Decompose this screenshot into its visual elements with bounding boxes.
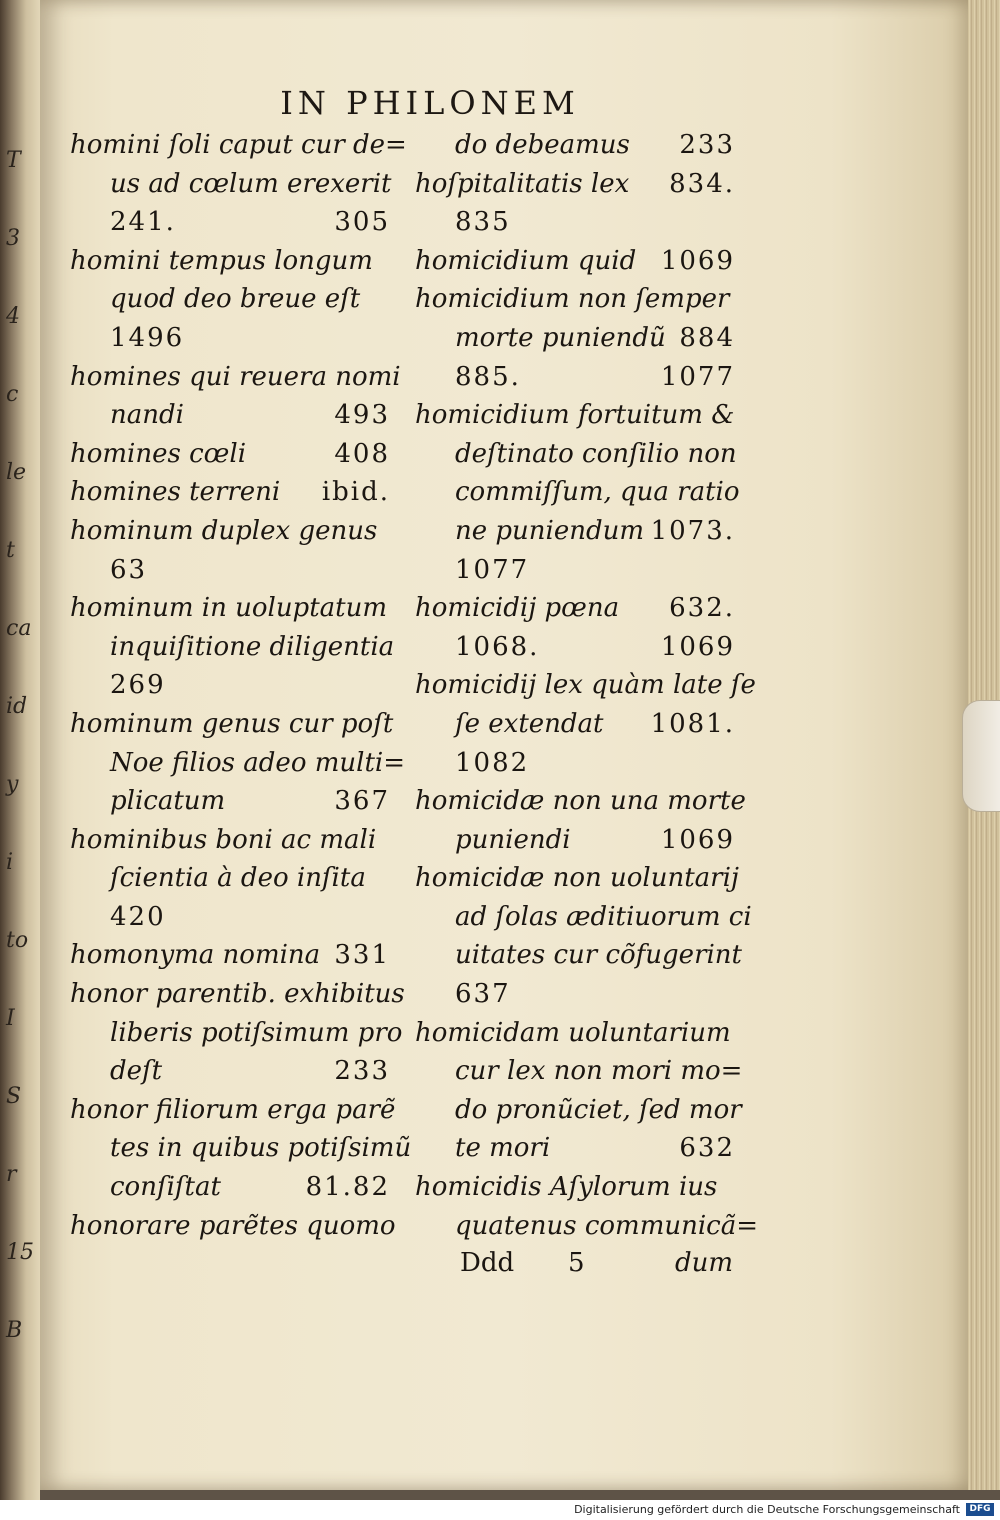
page-reference: 1077 xyxy=(660,361,735,392)
index-line xyxy=(70,1014,403,1053)
index-text: te mori xyxy=(455,1133,551,1164)
index-text: homicidium fortuitum & xyxy=(415,400,735,431)
index-line xyxy=(70,628,400,667)
index-line xyxy=(70,782,400,821)
index-line xyxy=(70,319,400,358)
index-line xyxy=(70,821,400,860)
page-footer xyxy=(460,1248,734,1288)
index-text: homicidis Aſylorum ius xyxy=(415,1172,718,1203)
index-text: inquiſitione diligentia xyxy=(110,631,395,662)
page-reference: 884 xyxy=(679,322,735,353)
page-reference: 408 xyxy=(334,438,390,469)
index-line xyxy=(70,975,405,1014)
previous-page-fragment: I xyxy=(6,1006,15,1031)
previous-page-fragment: y xyxy=(6,772,19,797)
index-line xyxy=(415,744,745,783)
index-text: do debeamus xyxy=(455,130,630,160)
page-reference: 1069 xyxy=(660,824,735,855)
index-line xyxy=(415,165,745,204)
previous-page-fragment: le xyxy=(6,460,27,485)
index-line xyxy=(70,551,400,590)
page-reference: 1073. xyxy=(650,515,735,546)
page-reference: 632 xyxy=(679,1133,735,1164)
index-line xyxy=(70,666,400,705)
index-line xyxy=(70,936,400,975)
index-line xyxy=(70,1207,400,1246)
index-text: homonyma nomina xyxy=(70,940,321,971)
index-text: hominum duplex genus xyxy=(70,515,378,546)
index-line xyxy=(415,1168,745,1207)
index-line xyxy=(70,744,406,783)
index-line xyxy=(415,821,745,860)
index-text: deſtinato conſilio non xyxy=(455,438,737,469)
index-text: hominum in uoluptatum xyxy=(70,593,388,624)
index-text: homines qui reuera nomi xyxy=(70,361,401,392)
signature-mark: Ddd xyxy=(460,1248,515,1278)
index-text: honor parentib. exhibitus xyxy=(70,979,405,1010)
page-reference: 834. xyxy=(669,168,735,199)
index-text: nandi xyxy=(110,400,184,431)
index-line xyxy=(415,782,745,821)
index-line xyxy=(70,1052,400,1091)
index-text: hoſpitalitatis lex xyxy=(415,168,630,199)
page-reference: 1081. xyxy=(650,708,735,739)
index-line xyxy=(415,628,745,667)
index-text: 1082 xyxy=(455,747,530,778)
index-text: uitates cur cõfugerint xyxy=(455,940,743,971)
index-text: ad ſolas æditiuorum ci xyxy=(455,901,752,932)
index-line xyxy=(70,1168,400,1207)
index-text: ne puniendum xyxy=(455,515,645,546)
index-text: hominibus boni ac mali xyxy=(70,824,377,855)
left-index-column xyxy=(70,126,412,1245)
index-text: conſiſtat xyxy=(110,1172,221,1203)
page-reference: 493 xyxy=(334,400,390,431)
index-text: homicidij lex quàm late ſe xyxy=(415,670,756,701)
index-text: 1068. xyxy=(455,631,540,662)
catchword: dum xyxy=(675,1248,734,1278)
index-text: Noe filios adeo multi= xyxy=(110,747,406,778)
index-text: 269 xyxy=(110,670,166,701)
index-text: homicidij pœna xyxy=(415,593,620,624)
page-reference: 305 xyxy=(334,207,390,238)
index-text: homines cœli xyxy=(70,438,247,469)
index-line xyxy=(70,280,400,319)
index-text: liberis potiſsimum pro xyxy=(110,1017,403,1048)
index-text: homicidæ non uoluntarij xyxy=(415,863,739,894)
index-line xyxy=(415,512,745,551)
page-reference: ibid. xyxy=(321,477,390,508)
previous-page-fragment: r xyxy=(6,1162,17,1187)
index-text: 1077 xyxy=(455,554,530,585)
index-line xyxy=(415,435,745,474)
index-line xyxy=(415,859,745,898)
index-line xyxy=(415,1014,745,1053)
index-text: tes in quibus potiſsimũ xyxy=(110,1133,412,1164)
previous-page-fragment: S xyxy=(6,1084,22,1109)
credit-text: Digitalisierung gefördert durch die Deutsche Forschungsgemeinschaft xyxy=(574,1503,960,1516)
previous-page-fragment: to xyxy=(6,928,29,953)
running-header: IN PHILONEM xyxy=(280,84,580,122)
index-text: puniendi xyxy=(455,824,571,855)
index-text: ſcientia à deo inſita xyxy=(110,863,366,894)
index-line xyxy=(70,859,400,898)
credit-bar xyxy=(0,1500,1000,1520)
index-line xyxy=(70,435,400,474)
previous-page-fragment: c xyxy=(6,382,19,407)
index-text: honorare parẽtes quomo xyxy=(70,1210,396,1241)
page-reference: 367 xyxy=(334,786,390,817)
index-line xyxy=(70,126,407,165)
index-text: 885. xyxy=(455,361,521,392)
index-line xyxy=(415,666,756,705)
previous-page-fragment: ca xyxy=(6,616,32,641)
page-reference: 331 xyxy=(334,940,390,971)
previous-page-fragment: t xyxy=(6,538,15,563)
index-text: 420 xyxy=(110,901,166,932)
previous-page-fragment: B xyxy=(6,1318,23,1343)
page-reference: 632. xyxy=(669,593,735,624)
index-text: 1496 xyxy=(110,322,185,353)
index-line xyxy=(70,1129,412,1168)
index-text: quod deo breue eſt xyxy=(110,284,361,315)
index-text: morte puniendũ xyxy=(455,322,666,353)
index-line xyxy=(415,358,745,397)
index-text: 835 xyxy=(455,207,511,238)
index-line xyxy=(415,126,745,165)
index-line xyxy=(70,242,400,281)
signature-number: 5 xyxy=(568,1248,585,1278)
index-text: ſe extendat xyxy=(455,708,604,739)
page-reference: 233 xyxy=(679,130,735,160)
index-text: homicidæ non una morte xyxy=(415,786,746,817)
previous-page-fragment: id xyxy=(6,694,28,719)
index-line xyxy=(415,1052,745,1091)
index-text: plicatum xyxy=(110,786,226,817)
index-line xyxy=(70,512,400,551)
index-text: 637 xyxy=(455,979,511,1010)
index-line xyxy=(415,473,745,512)
index-line xyxy=(415,319,745,358)
previous-page-fragment: 4 xyxy=(6,304,20,329)
previous-page-fragment: 3 xyxy=(6,226,20,251)
index-text: homicidam uoluntarium xyxy=(415,1017,731,1048)
index-line xyxy=(415,589,745,628)
index-line xyxy=(415,705,745,744)
index-line xyxy=(70,203,400,242)
previous-page-edge xyxy=(0,0,40,1500)
index-line xyxy=(70,898,400,937)
index-line xyxy=(70,473,400,512)
dfg-logo: DFG xyxy=(966,1503,994,1516)
index-line xyxy=(415,242,745,281)
index-text: homicidium non ſemper xyxy=(415,284,730,315)
page-tab xyxy=(962,700,1000,812)
previous-page-fragment: i xyxy=(6,850,14,875)
index-line xyxy=(415,396,745,435)
index-line xyxy=(415,975,745,1014)
page-reference: 233 xyxy=(334,1056,390,1087)
index-text: deſt xyxy=(110,1056,163,1087)
index-text: homini tempus longum xyxy=(70,245,373,276)
index-line xyxy=(415,1129,745,1168)
page-reference: 1069 xyxy=(660,631,735,662)
index-text: commiſſum, qua ratio xyxy=(455,477,740,508)
index-line xyxy=(415,1207,758,1246)
index-line xyxy=(70,396,400,435)
index-text: homines terreni xyxy=(70,477,281,508)
index-text: 241. xyxy=(110,207,176,238)
page-reference: 81.82 xyxy=(305,1172,390,1203)
index-line xyxy=(415,936,745,975)
index-line xyxy=(70,705,400,744)
right-index-column xyxy=(415,126,758,1245)
index-text: homini ſoli caput cur de= xyxy=(70,130,407,160)
index-text: hominum genus cur poſt xyxy=(70,708,394,739)
previous-page-fragment: 15 xyxy=(6,1240,34,1265)
index-text: honor filiorum erga parẽ xyxy=(70,1094,396,1125)
page-reference: 1069 xyxy=(660,245,735,276)
index-line xyxy=(70,1091,400,1130)
index-line xyxy=(70,358,400,397)
index-line xyxy=(415,551,745,590)
index-line xyxy=(415,203,745,242)
index-text: 63 xyxy=(110,554,148,585)
index-text: homicidium quid xyxy=(415,245,637,276)
index-text: us ad cœlum erexerit xyxy=(110,168,392,199)
index-line xyxy=(415,280,745,319)
index-line xyxy=(415,1091,745,1130)
index-text: cur lex non mori mo= xyxy=(455,1056,743,1087)
index-text: do pronũciet, ſed mor xyxy=(455,1094,742,1125)
index-text: quatenus communicã= xyxy=(455,1210,758,1241)
index-line xyxy=(70,165,400,204)
index-line xyxy=(70,589,400,628)
index-line xyxy=(415,898,752,937)
previous-page-fragment: T xyxy=(6,148,21,173)
